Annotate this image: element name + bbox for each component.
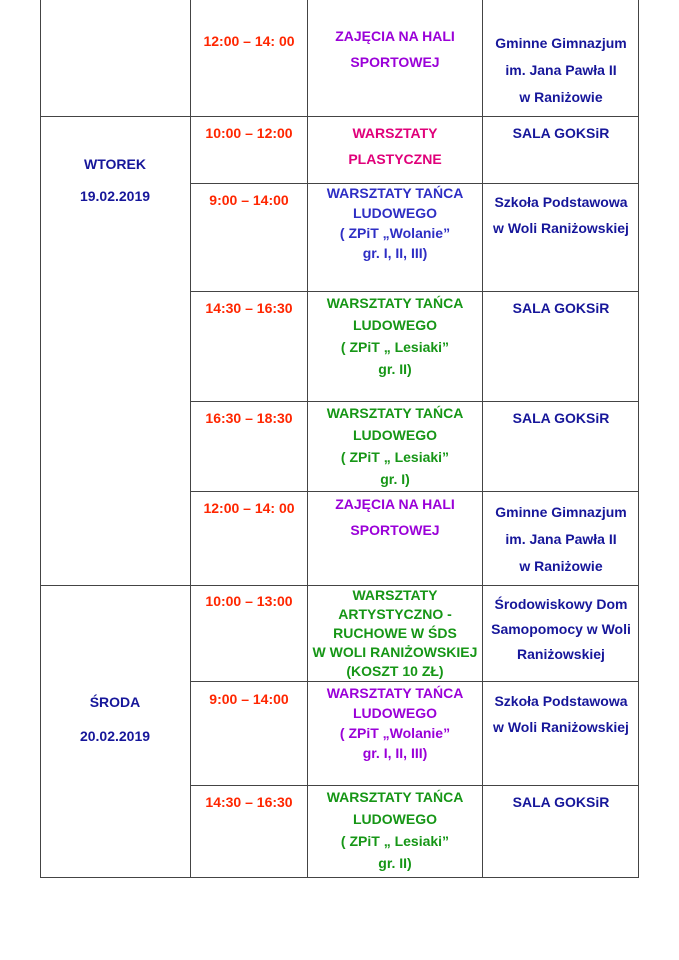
day-date: 19.02.2019 [79, 188, 151, 204]
activity-cell: ZAJĘCIA NA HALI SPORTOWEJ [335, 28, 455, 70]
row-divider [190, 681, 639, 682]
day-label: WTOREK [84, 156, 146, 172]
place-cell: Gminne Gimnazjum im. Jana Pawła II w Raniżowie [495, 35, 627, 105]
time-cell: 10:00 – 13:00 [205, 593, 293, 609]
activity-cell: ZAJĘCIA NA HALI SPORTOWEJ [335, 496, 455, 538]
activity-cell: WARSZTATY TAŃCA LUDOWEGO ( ZPiT „Wolanie” gr. I, II, III) [326, 685, 464, 761]
place-cell: SALA GOKSiR [512, 125, 610, 141]
activity-cell: WARSZTATY ARTYSTYCZNO - RUCHOWE W ŚDS W WOLI RANIŻOWSKIEJ (KOSZT 10 ZŁ) [312, 587, 478, 679]
day-date: 20.02.2019 [79, 728, 151, 744]
place-cell: Gminne Gimnazjum im. Jana Pawła II w Raniżowie [495, 504, 627, 574]
activity-cell: WARSZTATY TAŃCA LUDOWEGO ( ZPiT „ Lesiaki” gr. I) [326, 405, 464, 487]
activity-cell: WARSZTATY PLASTYCZNE [348, 125, 442, 167]
place-cell: Szkoła Podstawowa w Woli Raniżowskiej [493, 693, 629, 735]
place-cell: SALA GOKSiR [512, 410, 610, 426]
time-cell: 14:30 – 16:30 [205, 794, 293, 810]
time-cell: 10:00 – 12:00 [205, 125, 293, 141]
time-cell: 12:00 – 14: 00 [203, 33, 295, 49]
time-cell: 9:00 – 14:00 [209, 691, 289, 707]
activity-cell: WARSZTATY TAŃCA LUDOWEGO ( ZPiT „ Lesiaki” gr. II) [326, 295, 464, 377]
time-cell: 12:00 – 14: 00 [203, 500, 295, 516]
place-cell: Szkoła Podstawowa w Woli Raniżowskiej [493, 194, 629, 236]
place-cell: Środowiskowy Dom Samopomocy w Woli Raniżowskiej [491, 596, 631, 662]
row-divider [40, 116, 639, 117]
activity-cell: WARSZTATY TAŃCA LUDOWEGO ( ZPiT „ Lesiaki” gr. II) [326, 789, 464, 871]
place-cell: SALA GOKSiR [512, 300, 610, 316]
time-cell: 9:00 – 14:00 [209, 192, 289, 208]
time-cell: 16:30 – 18:30 [205, 410, 293, 426]
time-cell: 14:30 – 16:30 [205, 300, 293, 316]
activity-cell: WARSZTATY TAŃCA LUDOWEGO ( ZPiT „Wolanie” gr. I, II, III) [326, 185, 464, 261]
place-cell: SALA GOKSiR [512, 794, 610, 810]
day-label: ŚRODA [89, 694, 141, 710]
